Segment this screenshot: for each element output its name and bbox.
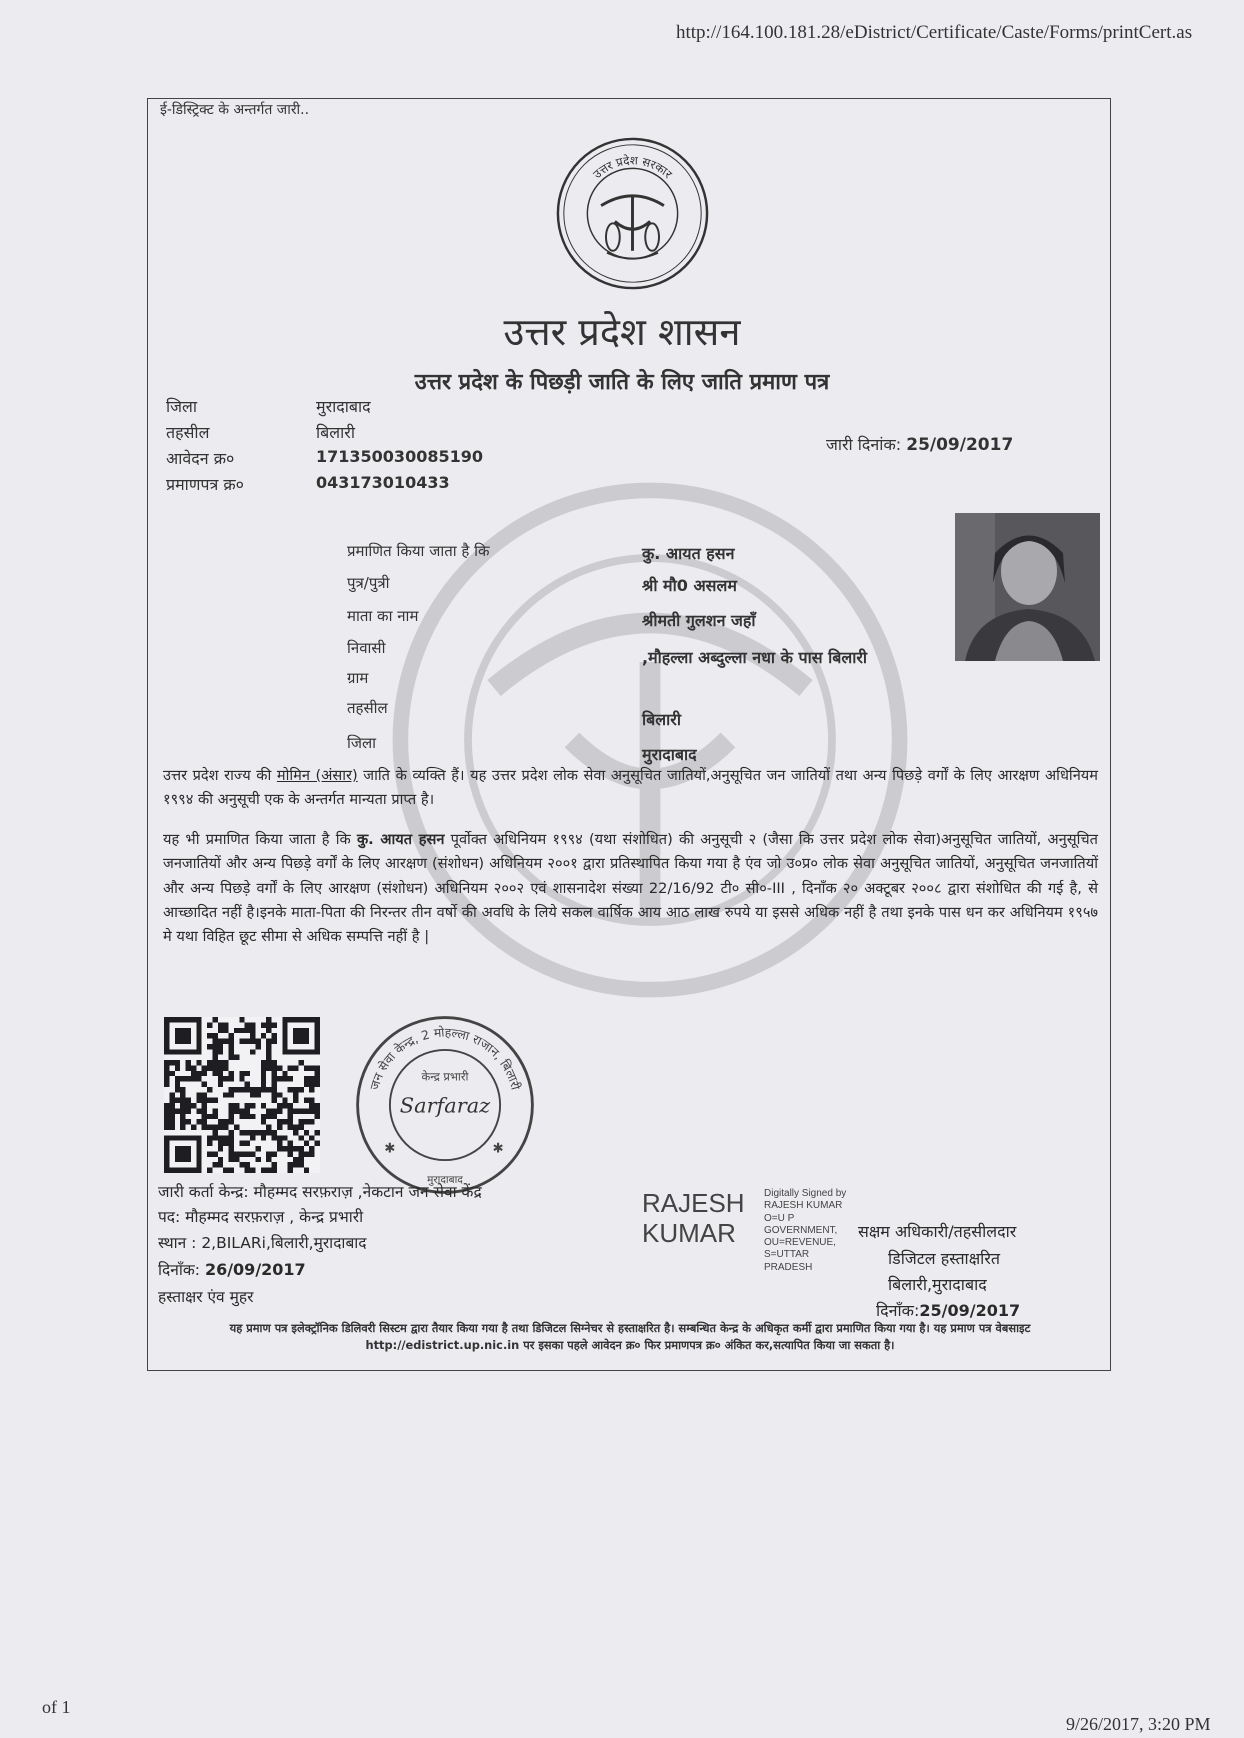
print-url: http://164.100.181.28/eDistrict/Certificate/Caste/Forms/printCert.as [676,22,1193,43]
authority-title: सक्षम अधिकारी/तहसीलदार [858,1222,1017,1241]
certificate-no-label: प्रमाणपत्र क्र० [166,475,244,494]
mother-name-label: माता का नाम [347,607,419,625]
caste-paragraph: उत्तर प्रदेश राज्य की मोमिन (अंसार) जाति के व्यक्ति हैं। यह उत्तर प्रदेश लोक सेवा अनुसूचित जातियों,अनुसूचित जन जातियों तथा अन्य पिछड़े वर्गों के लिए आरक्षण अधिनियम १९९४ की अनुसूची एक के अन्तर्गत मान्यता प्राप्त है। [163,767,1098,809]
svg-text:उत्तर प्रदेश सरकार: उत्तर प्रदेश सरकार [590,153,675,182]
center-seal-icon [350,1010,540,1200]
certification-paragraph: यह भी प्रमाणित किया जाता है कि कु. आयत हसन पूर्वोक्त अधिनियम १९९४ (यथा संशोधित) की अनुसूची २ (जैसा कि उत्तर प्रदेश लोक सेवा)अनुसूचित जातियों, अनुसूचित जनजातियों और अन्य पिछड़े वर्गों के लिए आरक्षण (संशोधन) अधिनियम २००१ द्वारा प्रतिस्थापित किया गया है एंव जो उ०प्र० लोक सेवा अनुसूचित जातियों, अनुसूचित जनजातियों और अन्य पिछड़े वर्गों के लिए आरक्षण (संशोधन) अधिनियम २००२ एवं शासनादेश संख्या 22/16/92 टी० सी०-III , दिनाँक २० अक्टूबर २००८ द्वारा संशोधित की गई है, से आच्छादित नहीं है।इनके माता-पिता की निरन्तर तीन वर्षो की अवधि के लिये सकल वार्षिक आय आठ लाख रुपये या इससे अधिक नहीं है तथा इनके पास धन कर अधिनियम १९५७ मे यथा विहित छूट सीमा से अधिक सम्पत्ति नहीं है | [163,831,1099,946]
father-name: श्री मौ0 असलम [642,576,737,595]
detail-district-value: मुरादाबाद [642,745,697,764]
mother-name: श्रीमती गुलशन जहाँ [642,611,756,630]
issue-date-value: 25/09/2017 [906,435,1014,455]
print-datetime: 9/26/2017, 3:20 PM [1066,1714,1211,1734]
district-label: जिला [166,397,198,416]
page-indicator: of 1 [42,1697,71,1717]
caste-name: मोमिन (अंसार) [276,767,358,784]
issue-date-label: जारी दिनांक: [826,435,902,454]
applicant-photo [955,513,1100,661]
certified-that-label: प्रमाणित किया जाता है कि [347,542,490,560]
certificate-subtitle: उत्तर प्रदेश के पिछड़ी जाति के लिए जाति प्रमाण पत्र [414,370,830,395]
application-no-label: आवेदन क्र० [166,449,235,468]
authority-signed: डिजिटल हस्ताक्षरित [888,1249,1000,1268]
detail-district-label: जिला [347,734,377,752]
issue-date [826,433,1013,455]
certified-person-name: कु. आयत हसन [356,831,445,848]
resident-label: निवासी [347,639,386,657]
son-daughter-label: पुत्र/पुत्री [347,574,390,592]
svg-text:मुरादाबाद: मुरादाबाद [427,1173,463,1186]
issued-under-note: ई-डिस्ट्रिक्ट के अन्तर्गत जारी.. [160,102,310,118]
qr-code-icon [164,1017,320,1173]
digital-signer-name: RAJESH KUMAR [642,1188,745,1248]
tehsil-value: बिलारी [316,423,355,442]
resident-address: ,मौहल्ला अब्दुल्ला नधा के पास बिलारी [642,648,868,667]
svg-text:केन्द्र प्रभारी: केन्द्र प्रभारी [421,1069,469,1084]
authority-place: बिलारी,मुरादाबाद [888,1275,987,1294]
svg-text:✱: ✱ [384,1141,396,1157]
detail-tehsil-label: तहसील [347,699,388,717]
issuer-date: दिनाँक: 26/09/2017 [158,1260,306,1279]
svg-text:Sarfaraz: Sarfaraz [399,1093,491,1118]
certificate-footer-note: यह प्रमाण पत्र इलेक्ट्रॉनिक डिलिवरी सिस्टम द्वारा तैयार किया गया है तथा डिजिटल सिग्नेचर से हस्ताक्षरित है। सम्बन्धित केन्द्र के अधिकृत कर्मी द्वारा प्रमाणित किया गया है। यह प्रमाण पत्र वेबसाइट http://edistrict.up.nic.in पर इसका पहले आवेदन क्र० फिर प्रमाणपत्र क्र० अंकित कर,सत्यापित किया जा सकता है। [229,1321,1031,1352]
applicant-name: कु. आयत हसन [642,544,735,563]
issuing-center: जारी कर्ता केन्द्र: मौहम्मद सरफ़राज़ ,नेकटान जन सेवा केंद्र [158,1183,482,1201]
certificate-no-value: 043173010433 [316,473,450,492]
application-no-value: 171350030085190 [316,447,483,466]
digital-signature-details: Digitally Signed by RAJESH KUMAR O=U P GOVERNMENT, OU=REVENUE, S=UTTAR PRADESH [764,1188,847,1273]
village-label: ग्राम [347,669,369,687]
authority-date: दिनाँक:25/09/2017 [876,1301,1021,1320]
up-government-emblem-icon [554,135,711,292]
svg-text:जन सेवा केन्द्र, 2 मोहल्ला राज: जन सेवा केन्द्र, 2 मोहल्ला राजान, बिलारी [367,1025,523,1092]
certificate-title: उत्तर प्रदेश शासन [503,310,741,354]
svg-text:✱: ✱ [492,1141,504,1157]
tehsil-label: तहसील [166,423,210,442]
detail-tehsil-value: बिलारी [642,710,681,729]
issuer-place: स्थान : 2,BILARi,बिलारी,मुरादाबाद [158,1234,367,1252]
issuer-post: पद: मौहम्मद सरफ़राज़ , केन्द्र प्रभारी [158,1208,364,1226]
district-value: मुरादाबाद [316,397,371,416]
issuer-sign-label: हस्ताक्षर एंव मुहर [158,1288,254,1306]
